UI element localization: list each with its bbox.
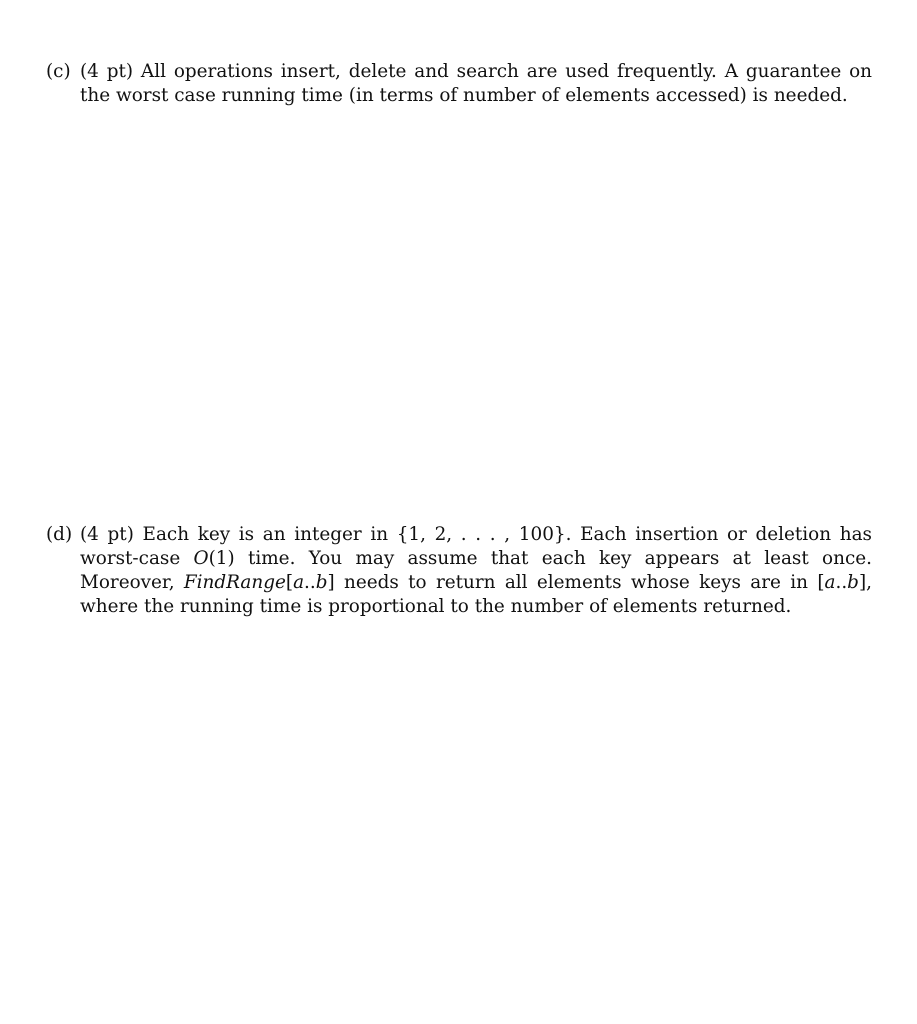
question-d-line (46, 523, 872, 619)
question-c-points: (4 pt) (80, 61, 134, 82)
findrange-dots: .. (304, 572, 316, 593)
question-d-body (80, 523, 872, 619)
big-o-argument: (1) (208, 548, 235, 569)
range-close-bracket: ], (858, 572, 872, 593)
question-d (46, 523, 872, 619)
question-c-body (80, 60, 872, 108)
question-d-text-3: needs to return all elements whose keys are in (344, 572, 808, 593)
question-d-text-1: Each key is an integer in {1, 2, . . . , 100}. Each insertion or deletion has worst-case (80, 524, 872, 569)
findrange-open-bracket: [ (285, 572, 294, 593)
big-o-symbol: O (193, 548, 209, 569)
question-d-points: (4 pt) (80, 524, 134, 545)
range-open-bracket: [ (817, 572, 825, 593)
range-b: b (847, 572, 859, 593)
question-d-text-4: where the running time is proportional to the number of elements returned. (80, 596, 792, 617)
question-c-line (46, 60, 872, 108)
findrange-a: a (293, 572, 305, 593)
findrange-name: FindRange (183, 572, 286, 593)
findrange-close-bracket: ] (327, 572, 335, 593)
findrange-b: b (315, 572, 328, 593)
range-dots: .. (835, 572, 848, 593)
question-c (46, 60, 872, 108)
question-c-label: (c) (46, 61, 71, 82)
range-a: a (824, 572, 836, 593)
question-d-label: (d) (46, 524, 73, 545)
question-c-text: All operations insert, delete and search are used frequently. A guarantee on the worst case running time (in terms of number of elements accessed) is needed. (80, 61, 872, 106)
question-d-text-2: time. You may assume that each key appears at least once. Moreover, (80, 548, 872, 593)
